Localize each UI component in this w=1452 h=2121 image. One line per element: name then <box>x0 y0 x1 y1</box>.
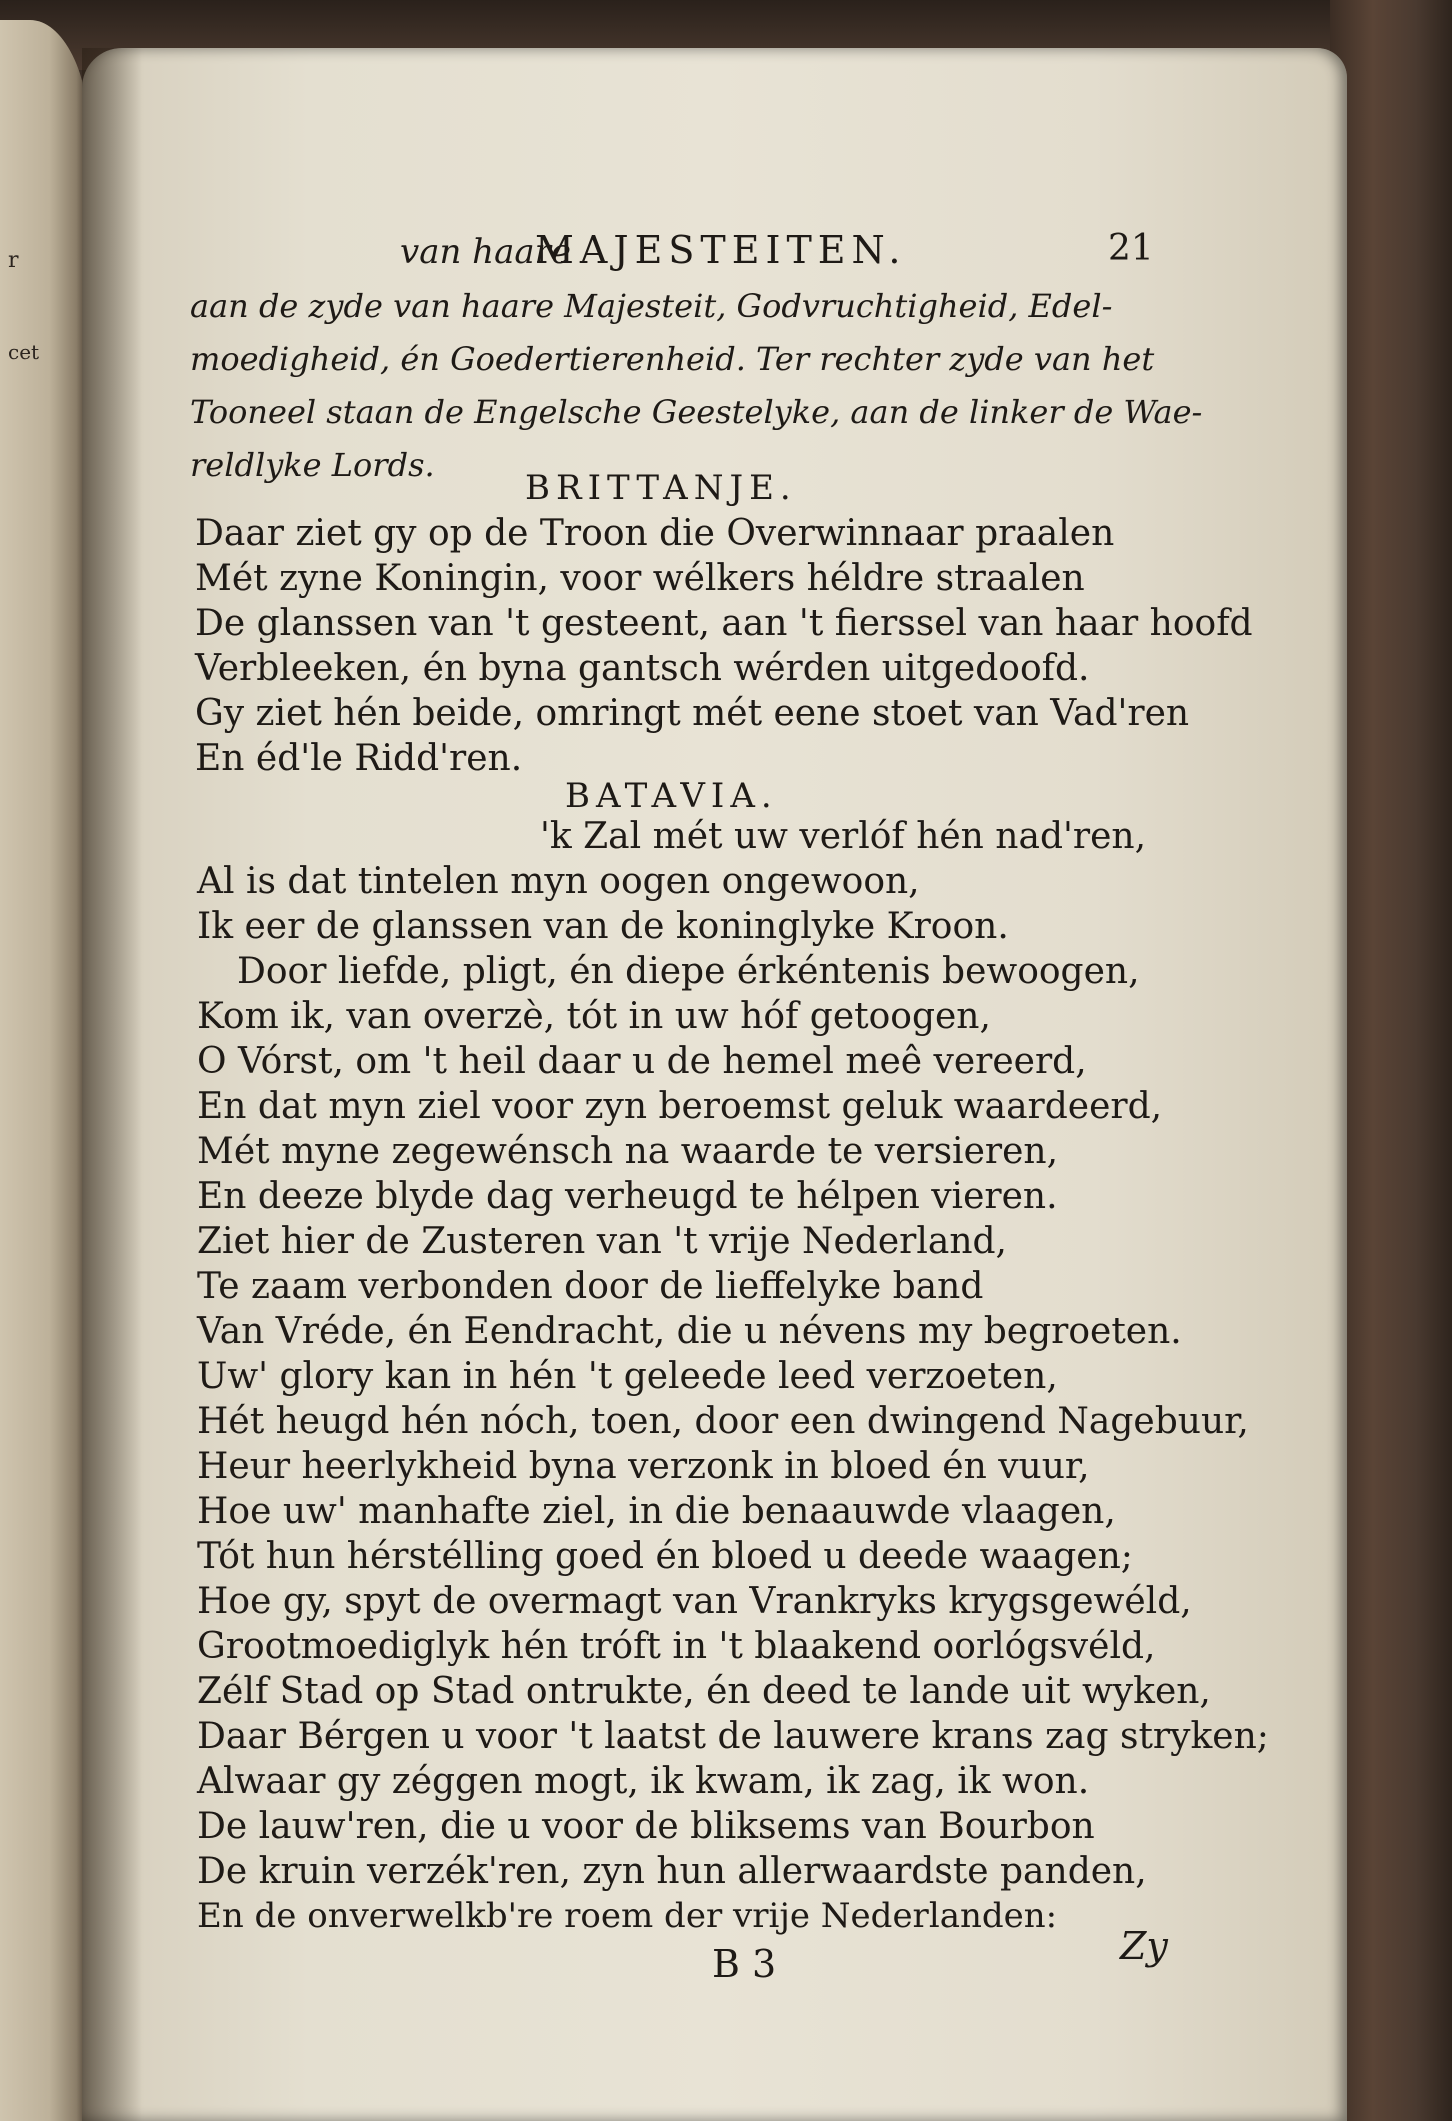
verse-line: En deeze blyde dag verheugd te hélpen vieren. <box>197 1176 1058 1217</box>
verse-line: Hoe uw' manhafte ziel, in die benaauwde vlaagen, <box>197 1491 1116 1532</box>
verse-line: Daar ziet gy op de Troon die Overwinnaar praalen <box>195 513 1115 554</box>
verse-line: Zélf Stad op Stad ontrukte, én deed te lande uit wyken, <box>197 1671 1211 1712</box>
running-head-caps: MAJESTEITEN. <box>535 228 907 272</box>
speaker-name: BRITTANJE. <box>525 468 797 508</box>
stage-direction-line: aan de zyde van haare Majesteit, Godvruchtigheid, Edel- <box>190 287 1113 325</box>
verse-line: De glanssen van 't gesteent, aan 't fierssel van haar hoofd <box>195 603 1253 644</box>
verse-line: En éd'le Ridd'ren. <box>195 738 523 779</box>
running-head-lead: van haare <box>400 232 571 272</box>
verse-line: Door liefde, pligt, én diepe érkéntenis bewoogen, <box>237 951 1140 992</box>
verse-line: Mét zyne Koningin, voor wélkers héldre straalen <box>195 558 1085 599</box>
stage-direction-line: moedigheid, én Goedertierenheid. Ter rechter zyde van het <box>190 340 1155 378</box>
book-cover-right <box>1330 0 1452 2121</box>
verse-line: O Vórst, om 't heil daar u de hemel meê vereerd, <box>197 1041 1087 1082</box>
gutter-shadow <box>82 48 142 2121</box>
page-number: 21 <box>1108 228 1154 269</box>
verse-line: Al is dat tintelen myn oogen ongewoon, <box>197 861 920 902</box>
verse-line: En de onverwelkb're roem der vrije Nederlanden: <box>197 1896 1058 1936</box>
verse-line: Ik eer de glanssen van de koninglyke Kroon. <box>197 906 1009 947</box>
verse-line: Gy ziet hén beide, omringt mét eene stoet van Vad'ren <box>195 693 1190 734</box>
previous-page-fragment: r <box>8 248 19 273</box>
verse-line: De kruin verzék'ren, zyn hun allerwaardste panden, <box>197 1851 1147 1892</box>
verse-line: Uw' glory kan in hén 't geleede leed verzoeten, <box>197 1356 1058 1397</box>
verse-line: Van Vréde, én Eendracht, die u névens my begroeten. <box>197 1311 1182 1352</box>
verse-line: Daar Bérgen u voor 't laatst de lauwere krans zag stryken; <box>197 1716 1269 1757</box>
verse-line: En dat myn ziel voor zyn beroemst geluk waardeerd, <box>197 1086 1163 1127</box>
previous-page-fragment: cet <box>8 340 40 364</box>
verse-line: Hét heugd hén nóch, toen, door een dwingend Nagebuur, <box>197 1401 1249 1442</box>
verse-line: Mét myne zegewénsch na waarde te versieren, <box>197 1131 1059 1172</box>
stage-direction-line: reldlyke Lords. <box>190 446 435 484</box>
verse-line: Hoe gy, spyt de overmagt van Vrankryks krygsgewéld, <box>197 1581 1192 1622</box>
verse-line: Grootmoediglyk hén tróft in 't blaakend oorlógsvéld, <box>197 1626 1156 1667</box>
verse-line: Ziet hier de Zusteren van 't vrije Nederland, <box>197 1221 1007 1262</box>
verse-line: Tót hun hérstélling goed én bloed u deede waagen; <box>197 1536 1133 1577</box>
signature-mark: B 3 <box>712 1942 777 1986</box>
verse-line: Verbleeken, én byna gantsch wérden uitgedoofd. <box>195 648 1090 689</box>
verse-line: Kom ik, van overzè, tót in uw hóf getoogen, <box>197 996 991 1037</box>
verse-line: Te zaam verbonden door de lieffelyke band <box>197 1266 984 1307</box>
catchword: Zy <box>1120 1924 1168 1968</box>
verse-line: Heur heerlykheid byna verzonk in bloed én vuur, <box>197 1446 1090 1487</box>
speaker-name: BATAVIA. <box>565 776 778 816</box>
verse-line: 'k Zal mét uw verlóf hén nad'ren, <box>540 816 1147 857</box>
stage-direction-line: Tooneel staan de Engelsche Geestelyke, aan de linker de Wae- <box>190 393 1203 431</box>
verse-line: Alwaar gy zéggen mogt, ik kwam, ik zag, ik won. <box>197 1761 1090 1802</box>
verse-line: De lauw'ren, die u voor de bliksems van Bourbon <box>197 1806 1095 1847</box>
previous-page-edge <box>0 20 90 2121</box>
